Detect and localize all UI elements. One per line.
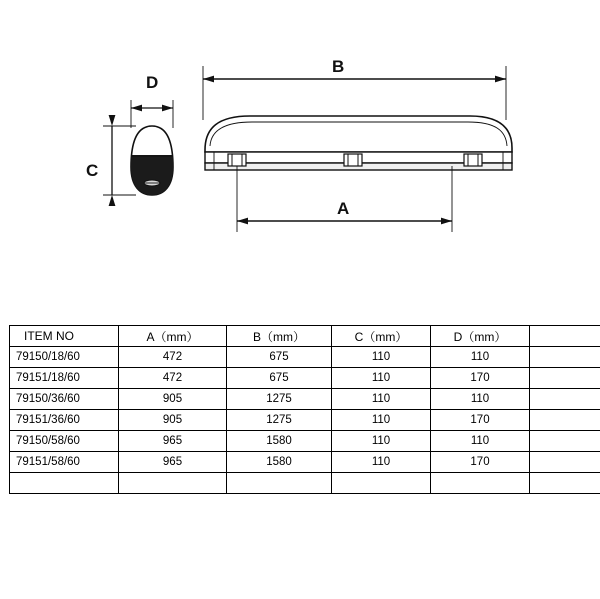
table-row [10, 389, 600, 410]
cell-b: 675 [227, 347, 332, 368]
table-header-cell-a: A（mm） [119, 326, 227, 347]
cell-item-no: 79150/18/60 [10, 347, 119, 368]
front-view-diffuser [205, 116, 512, 152]
table-row [10, 473, 600, 494]
cell-a: 472 [119, 347, 227, 368]
mounting-clip-right [464, 154, 482, 166]
dimension-label-b: B [332, 57, 345, 76]
table-row [10, 452, 600, 473]
table-header-cell-item-no: ITEM NO [10, 326, 119, 347]
specification-table [9, 325, 600, 494]
cell-item-no: 79150/58/60 [10, 431, 119, 452]
cell-d: 110 [431, 389, 530, 410]
cell-c [332, 473, 431, 494]
cell-blank [530, 452, 600, 473]
cell-d: 170 [431, 410, 530, 431]
cell-c: 110 [332, 389, 431, 410]
cell-blank [530, 347, 600, 368]
dimension-d [131, 100, 173, 128]
mounting-clip-center [344, 154, 362, 166]
cell-d: 110 [431, 347, 530, 368]
cell-b: 1580 [227, 431, 332, 452]
cell-a [119, 473, 227, 494]
cell-blank [530, 473, 600, 494]
table-row [10, 431, 600, 452]
cell-a: 905 [119, 410, 227, 431]
front-view [205, 116, 512, 170]
cell-blank [530, 410, 600, 431]
dimension-label-d: D [146, 73, 159, 92]
cell-item-no: 79151/36/60 [10, 410, 119, 431]
specification-table-wrapper [9, 325, 590, 494]
cell-c: 110 [332, 347, 431, 368]
cell-item-no: 79151/18/60 [10, 368, 119, 389]
dimension-label-c: C [86, 161, 99, 180]
table-row [10, 368, 600, 389]
table-body [10, 347, 600, 494]
table-row [10, 410, 600, 431]
cell-a: 965 [119, 431, 227, 452]
cell-blank [530, 431, 600, 452]
cell-d: 170 [431, 452, 530, 473]
cell-c: 110 [332, 410, 431, 431]
cell-b: 1275 [227, 410, 332, 431]
cell-blank [530, 389, 600, 410]
table-header-row [10, 326, 600, 347]
cell-blank [530, 368, 600, 389]
cell-b: 1275 [227, 389, 332, 410]
cell-item-no: 79150/36/60 [10, 389, 119, 410]
cell-b: 675 [227, 368, 332, 389]
cell-c: 110 [332, 452, 431, 473]
mounting-clip-left [228, 154, 246, 166]
table-header-cell-blank [530, 326, 600, 347]
dimension-label-a: A [337, 199, 350, 218]
table-header-cell-d: D（mm） [431, 326, 530, 347]
table-header-cell-c: C（mm） [332, 326, 431, 347]
cell-c: 110 [332, 368, 431, 389]
table-header-cell-b: B（mm） [227, 326, 332, 347]
dimension-b [203, 66, 506, 120]
end-view [131, 126, 173, 195]
cell-item-no [10, 473, 119, 494]
cell-d: 110 [431, 431, 530, 452]
cell-c: 110 [332, 431, 431, 452]
cell-d [431, 473, 530, 494]
cell-item-no: 79151/58/60 [10, 452, 119, 473]
cell-a: 905 [119, 389, 227, 410]
cell-a: 965 [119, 452, 227, 473]
cell-b: 1580 [227, 452, 332, 473]
cell-d: 170 [431, 368, 530, 389]
cell-b [227, 473, 332, 494]
cell-a: 472 [119, 368, 227, 389]
table-row [10, 347, 600, 368]
table-head [10, 326, 600, 347]
